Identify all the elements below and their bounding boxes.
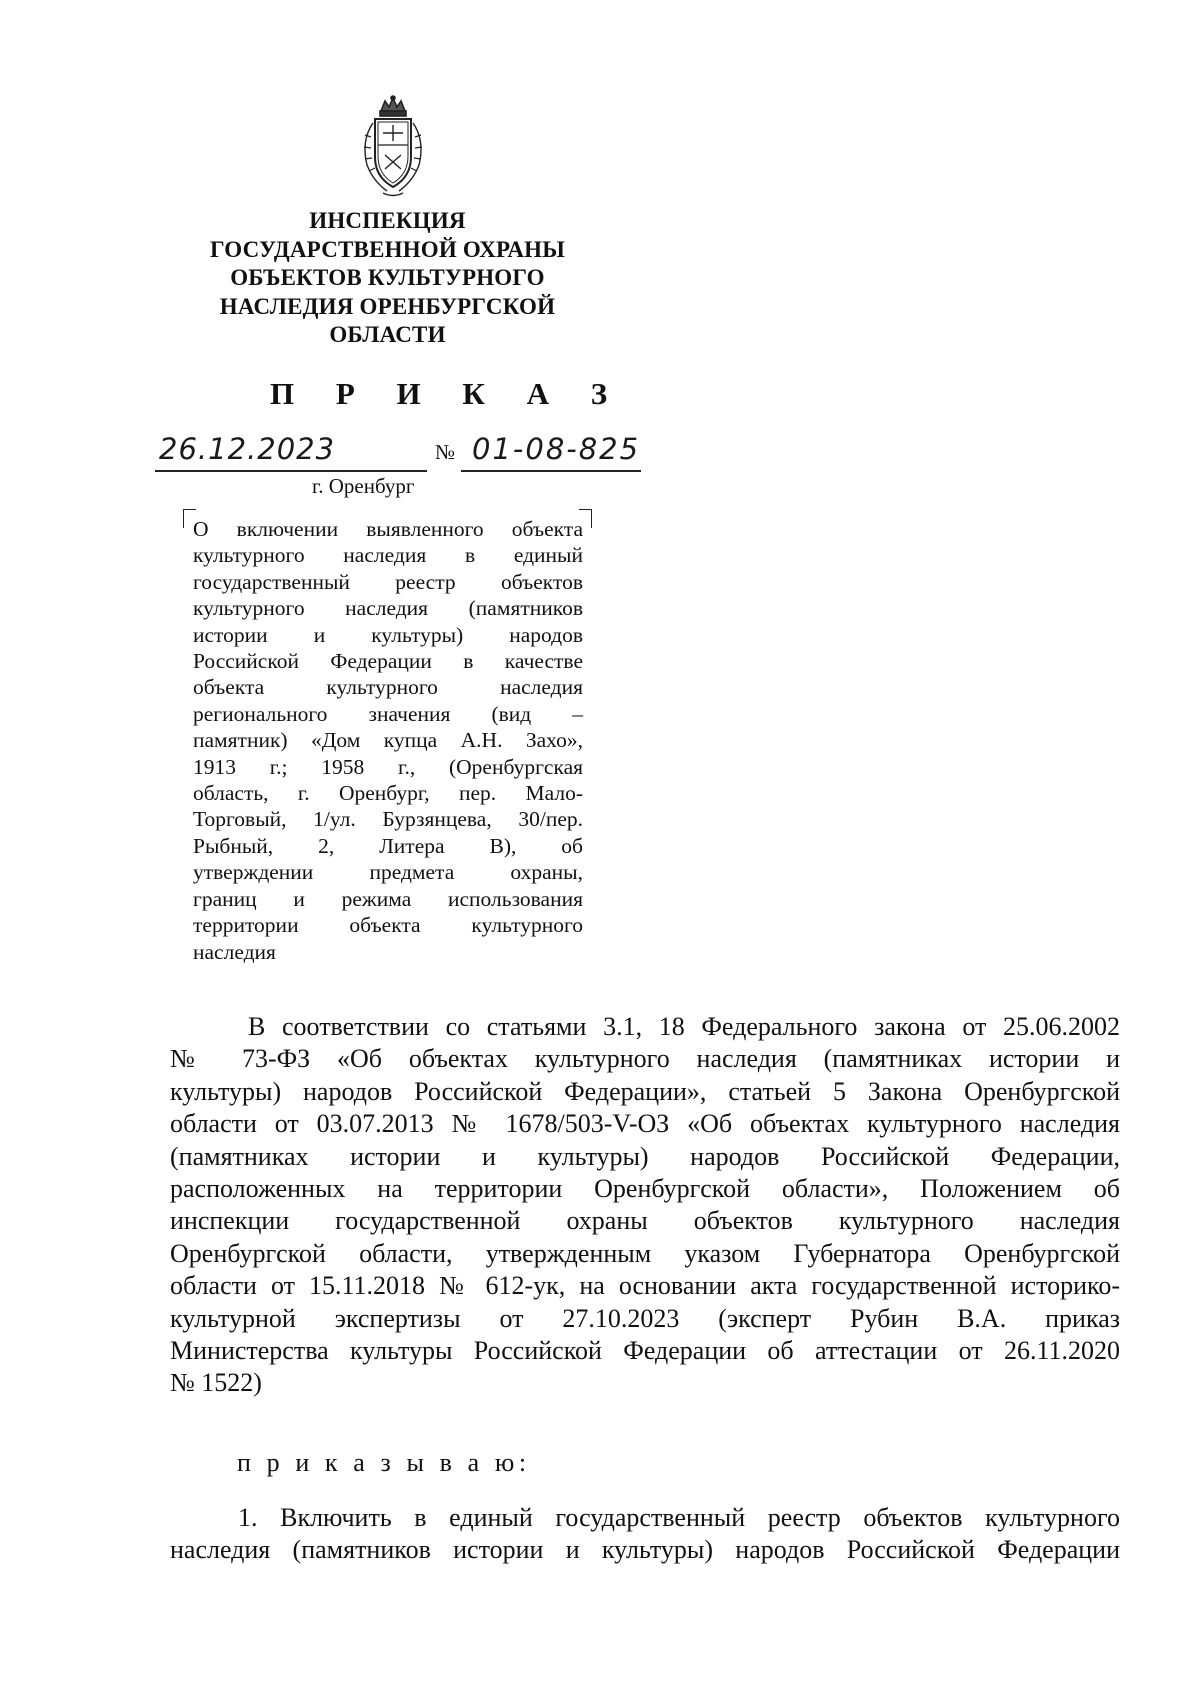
org-line: ГОСУДАРСТВЕННОЙ ОХРАНЫ [209, 236, 566, 262]
org-line: ОБЛАСТИ [329, 322, 446, 348]
subject-line: утверждении предмета охраны, [193, 860, 583, 885]
body-line: области от 15.11.2018 № 612-ук, на основании акта государственной историко- [170, 1271, 1120, 1301]
subject-line: Торговый, 1/ул. Бурзянцева, 30/пер. [193, 807, 583, 832]
date-underline [155, 470, 427, 472]
issuing-authority [180, 207, 595, 350]
body-line: культурной экспертизы от 27.10.2023 (эксперт Рубин В.А. приказ [170, 1303, 1120, 1333]
body-line: культуры) народов Российской Федерации», статьей 5 Закона Оренбургской [170, 1076, 1120, 1106]
body-line: расположенных на территории Оренбургской области», Положением об [170, 1174, 1120, 1204]
body-line: Министерства культуры Российской Федерации об аттестации от 26.11.2020 [170, 1336, 1120, 1366]
body-line: № 73-ФЗ «Об объектах культурного наследия (памятниках истории и [170, 1044, 1120, 1074]
subject-line: государственный реестр объектов [193, 569, 583, 594]
body-line: инспекции государственной охраны объектов культурного наследия [170, 1206, 1120, 1236]
subject-line: регионального значения (вид – [193, 701, 583, 726]
body-line: (памятниках истории и культуры) народов Российской Федерации, [170, 1141, 1120, 1171]
org-line: ИНСПЕКЦИЯ [309, 208, 466, 233]
date-number-line [155, 432, 675, 476]
subject-line: объекта культурного наследия [193, 675, 583, 700]
body-line: № 1522) [170, 1368, 262, 1398]
body-line: Оренбургской области, утвержденным указом Губернатора Оренбургской [170, 1238, 1120, 1268]
handwritten-date: 26.12.2023 [159, 432, 336, 466]
org-line: ОБЪЕКТОВ КУЛЬТУРНОГО [230, 265, 545, 291]
subject-line: область, г. Оренбург, пер. Мало- [193, 781, 583, 806]
subject-line: Российской Федерации в качестве [193, 649, 583, 674]
body-line: области от 03.07.2013 № 1678/503-V-ОЗ «Об объектах культурного наследия [170, 1109, 1120, 1139]
org-line: НАСЛЕДИЯ ОРЕНБУРГСКОЙ [219, 293, 556, 319]
subject-line: памятник) «Дом купца А.Н. Захо», [193, 728, 583, 753]
order-item-1 [170, 1502, 1120, 1567]
subject-line: границ и режима использования [193, 886, 583, 911]
subject-line: культурного наследия в единый [193, 543, 583, 568]
subject-line: территории объекта культурного [193, 913, 583, 938]
number-sign: № [435, 440, 456, 464]
city: г. Оренбург [312, 474, 415, 498]
subject-line: культурного наследия (памятников [193, 596, 583, 621]
handwritten-number: 01-08-825 [472, 432, 641, 466]
order-keyword: п р и к а з ы в а ю: [237, 1448, 531, 1477]
subject-line: О включении выявленного объекта [193, 517, 583, 541]
item-line: 1. Включить в единый государственный реестр объектов культурного [238, 1503, 1120, 1532]
subject-line: наследия [193, 939, 276, 964]
preamble-paragraph [170, 1011, 1120, 1400]
item-line: наследия (памятников истории и культуры) народов Российской Федерации [170, 1535, 1120, 1565]
body-line: В соответствии со статьями 3.1, 18 Федерального закона от 25.06.2002 [248, 1012, 1120, 1041]
document-title: П Р И К А З [270, 376, 625, 411]
subject-line: 1913 г.; 1958 г., (Оренбургская [193, 754, 583, 779]
subject-block [193, 516, 583, 965]
subject-line: Рыбный, 2, Литера В), об [193, 833, 583, 858]
coat-of-arms-icon [353, 95, 433, 200]
number-underline [461, 470, 641, 472]
subject-line: истории и культуры) народов [193, 622, 583, 647]
